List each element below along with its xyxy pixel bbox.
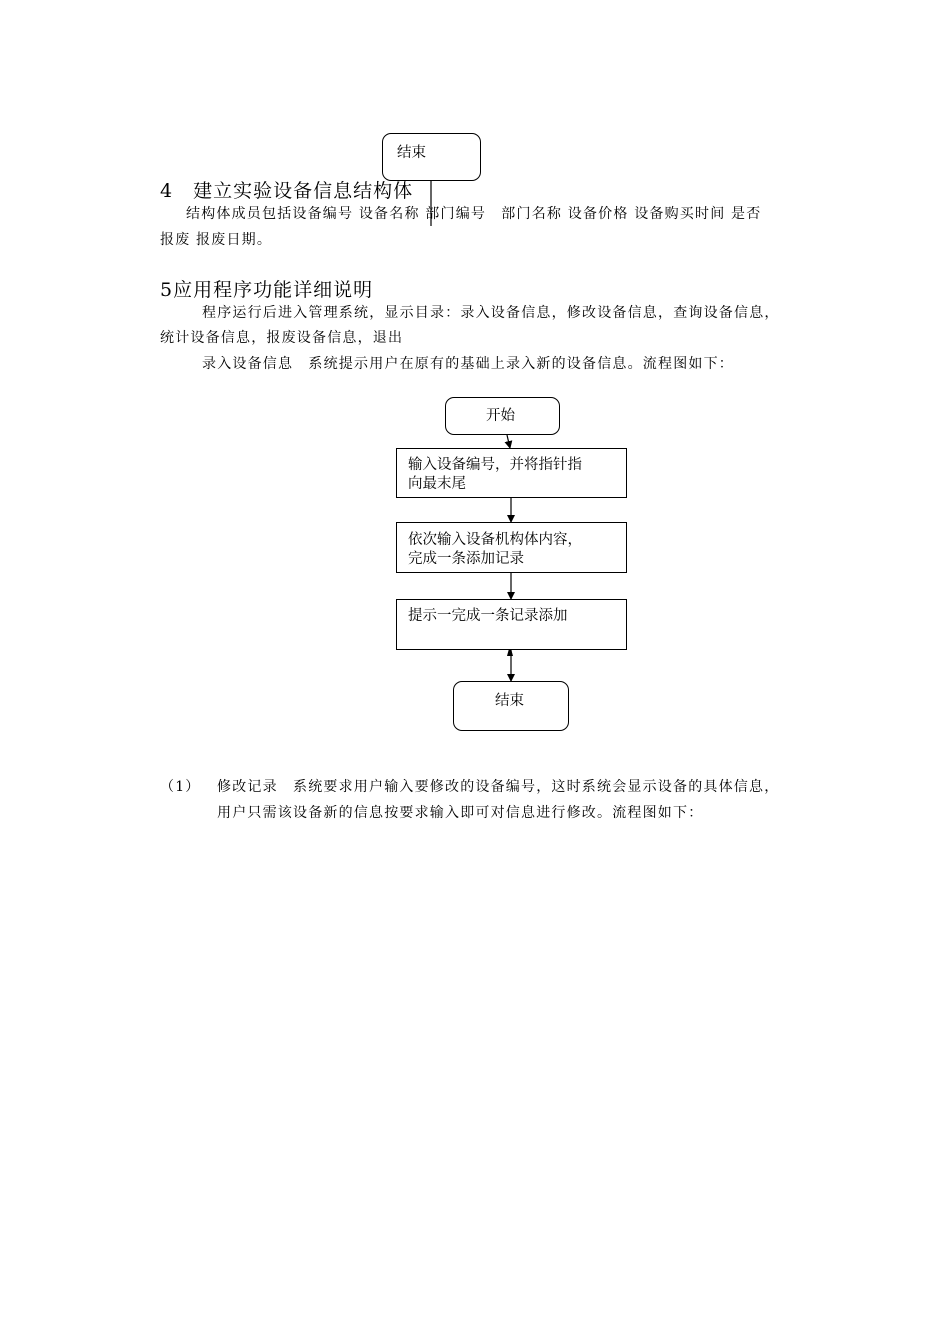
flowchart-step2-line2: 完成一条添加记录: [408, 551, 524, 567]
section4-paragraph-line2: 报废 报废日期。: [160, 232, 273, 248]
section5-heading: 5应用程序功能详细说明: [160, 279, 374, 301]
item1-line1: 修改记录 系统要求用户输入要修改的设备编号，这时系统会显示设备的具体信息，: [217, 779, 780, 795]
flowchart-step1-box: [396, 448, 627, 498]
section4-heading: 4 建立实验设备信息结构体: [160, 180, 414, 202]
section4-paragraph-line1: 结构体成员包括设备编号 设备名称 部门编号 部门名称 设备价格 设备购买时间 是否: [186, 206, 762, 222]
flowchart-end-label: 结束: [495, 693, 524, 709]
top-end-box: [382, 133, 481, 181]
top-end-label: 结束: [397, 145, 426, 161]
section5-paragraph1-line2: 统计设备信息，报废设备信息，退出: [160, 330, 404, 346]
flowchart-start-label: 开始: [486, 408, 515, 424]
flowchart-step2-box: [396, 522, 627, 573]
section5-paragraph2: 录入设备信息 系统提示用户在原有的基础上录入新的设备信息。流程图如下：: [202, 356, 734, 372]
flowchart-step1-line2: 向最末尾: [408, 476, 466, 492]
flowchart-step1-line1: 输入设备编号，并将指针指: [408, 457, 582, 473]
section5-paragraph1-line1: 程序运行后进入管理系统，显示目录：录入设备信息，修改设备信息，查询设备信息，: [202, 305, 780, 321]
item1-number: （1）: [160, 779, 201, 795]
flowchart-start-box: [445, 397, 560, 435]
item1-line2: 用户只需该设备新的信息按要求输入即可对信息进行修改。流程图如下：: [217, 805, 704, 821]
flowchart-step2-line1: 依次输入设备机构体内容，: [408, 532, 582, 548]
flowchart-step3-box: [396, 599, 627, 650]
flowchart-step3-label: 提示一完成一条记录添加: [408, 608, 568, 624]
flowchart-end-box: [453, 681, 569, 731]
arrow-start-step1: [507, 435, 510, 448]
